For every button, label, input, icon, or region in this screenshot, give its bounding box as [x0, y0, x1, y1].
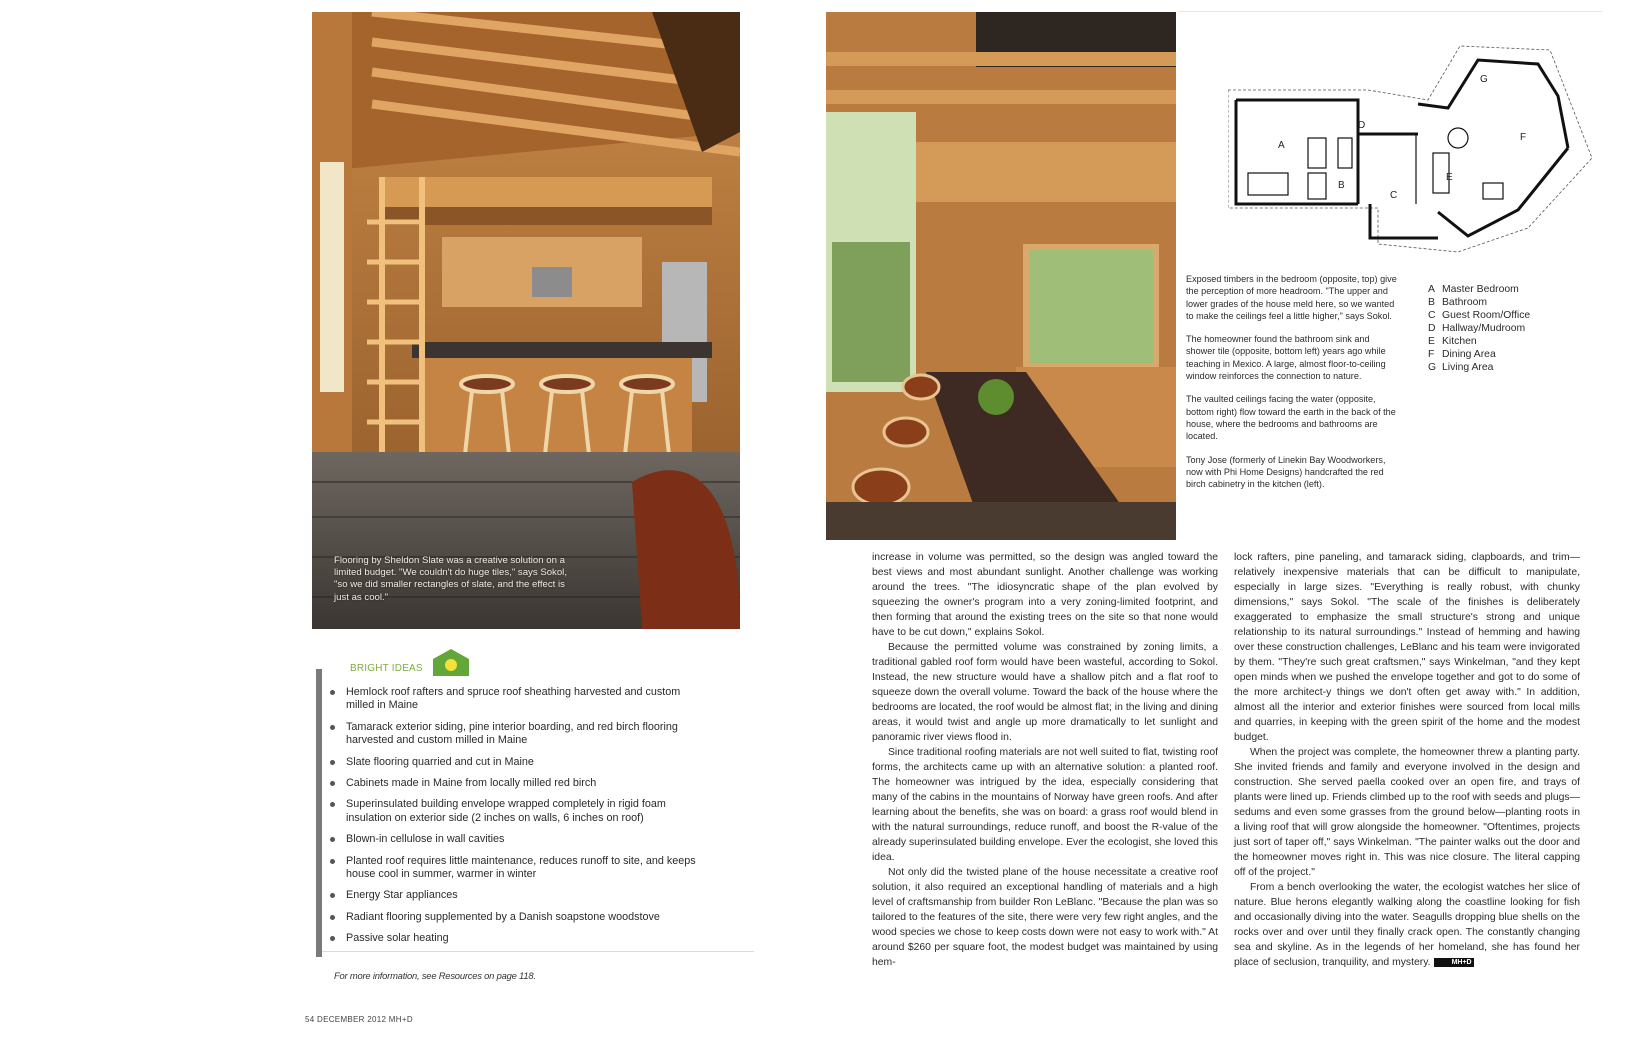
divider [1178, 11, 1602, 12]
article-paragraph: Because the permitted volume was constrained by zoning limits, a traditional gabled roof form would have been wasteful, according to Sokol. Instead, the new structure would have a shallow pitch and a flat roof to squeeze down the overall volume. Toward the back of the house where the bedrooms are located, the roof would be almost flat; in the living and dining areas, it would twist and angle up more dramatically to let sunlight and panoramic river views flood in. [872, 642, 1218, 743]
bright-ideas-list [330, 686, 710, 946]
bright-ideas-bar [316, 669, 322, 957]
page-folio: 54 DECEMBER 2012 MH+D [305, 1015, 413, 1024]
floorplan-label: G [1480, 74, 1488, 85]
list-item: Hemlock roof rafters and spruce roof sheathing harvested and custom milled in Maine [330, 686, 710, 713]
bright-ideas-title: BRIGHT IDEAS [350, 663, 423, 674]
kitchen-loft-photo [312, 12, 740, 629]
list-item: Radiant flooring supplemented by a Danish soapstone woodstove [330, 911, 710, 924]
legend-item: G Living Area [1428, 362, 1494, 373]
floorplan-label: D [1358, 120, 1366, 131]
floorplan-label: C [1390, 190, 1398, 201]
legend-item: A Master Bedroom [1428, 284, 1519, 295]
legend-item: C Guest Room/Office [1428, 310, 1531, 321]
kitchen-counter-photo [826, 12, 1176, 540]
photo-caption: Flooring by Sheldon Slate was a creative solution on a limited budget. "We couldn't do huge tiles," says Sokol, "so we did smaller rectangles of slate, and the effect is just as cool." [334, 555, 567, 603]
article-paragraph: Not only did the twisted plane of the house necessitate a creative roof solution, it also required an exceptional handling of materials and a high level of craftsmanship from builder Ron LeBlanc. "Because the plan was so tailored to the features of the site, there were very few right angles, and the wood species we chose to keep costs down were not easy to work with." At around $260 per square foot, the modest budget was maintained by using hem- [872, 867, 1218, 968]
caption-paragraph: Exposed timbers in the bedroom (opposite, top) give the perception of more headroom. "The upper and lower grades of the house meld here, so we wanted to make the ceilings feel a little higher," says Sokol. [1186, 274, 1397, 321]
divider [322, 951, 754, 952]
house-sun-icon [432, 648, 470, 676]
article-column-2 [1234, 550, 1580, 970]
side-captions [1186, 273, 1398, 501]
floorplan-legend [1428, 283, 1608, 374]
list-item: Passive solar heating [330, 932, 710, 945]
list-item: Tamarack exterior siding, pine interior boarding, and red birch flooring harvested and custom milled in Maine [330, 721, 710, 748]
legend-item: E Kitchen [1428, 336, 1477, 347]
article-paragraph: From a bench overlooking the water, the ecologist watches her slice of nature. Blue herons elegantly walking along the coastline looking for fish and occasionally diving into the water. Seagulls dropping blue shells on the rocks over and over until they finally crack open. The constantly changing sea and skyline. As in the legends of her homeland, she has found her place of seclusion, tranquility, and mystery. MH+D [1234, 882, 1580, 968]
article-paragraph: lock rafters, pine paneling, and tamarack siding, clapboards, and trim—relatively inexpensive materials that can be difficult to manipulate, especially in large sizes. "Everything is really robust, with chunky dimensions," says Sokol. "The scale of the finishes is deliberately exaggerated to emphasize the small structure's strong and unique relationship to its natural surroundings." Instead of hemming and hawing over these construction challenges, LeBlanc and his team were invigorated by them. "They're such great craftsmen," says Winkelman, "and they kept open minds when we pushed the envelope together and got to do some of the more architect-y things we don't often get away with." In addition, almost all the interior and exterior finishes were sourced from local mills and quarries, in keeping with the green spirit of the home and the modest budget. [1234, 552, 1580, 743]
legend-item: D Hallway/Mudroom [1428, 323, 1526, 334]
end-mark: MH+D [1434, 958, 1474, 967]
floorplan-label: F [1520, 132, 1527, 143]
legend-item: B Bathroom [1428, 297, 1488, 308]
floorplan-label: B [1338, 180, 1345, 191]
article-paragraph: increase in volume was permitted, so the design was angled toward the best views and most abundant sunlight. Another challenge was working around the trees. "The idiosyncratic shape of the plan evolved by squeezing the owner's program into a very zoning-limited footprint, and then forming that around the existing trees on the site so that none would have to be cut down," explains Sokol. [872, 552, 1218, 638]
article-column-1 [872, 550, 1218, 970]
floor-plan-diagram [1228, 38, 1592, 260]
article-paragraph: When the project was complete, the homeowner threw a planting party. She invited friends and family and everyone involved in the design and construction. She served paella cooked over an open fire, and trays of plants were lined up. Friends climbed up to the roof with seeds and plugs—sedums and even some grasses from the ground below—planting roots in a living roof that will grow alongside the homeowner. "Oftentimes, projects just sort of taper off," says Winkelman. "The painter walks out the door and the homeowner moves right in. This was nice closure. The literal capping off of the project." [1234, 747, 1580, 878]
list-item: Energy Star appliances [330, 889, 710, 902]
list-item: Planted roof requires little maintenance, reduces runoff to site, and keeps house cool in summer, warmer in winter [330, 855, 710, 882]
list-item: Cabinets made in Maine from locally milled red birch [330, 777, 710, 790]
caption-paragraph: The homeowner found the bathroom sink and shower tile (opposite, bottom left) years ago while teaching in Mexico. A large, almost floor-to-ceiling window reinforces the connection to nature. [1186, 334, 1386, 382]
list-item: Superinsulated building envelope wrapped completely in rigid foam insulation on exterior side (2 inches on walls, 6 inches on roof) [330, 798, 710, 825]
floorplan-label: A [1278, 140, 1285, 151]
floorplan-label: E [1446, 172, 1453, 183]
list-item: Blown-in cellulose in wall cavities [330, 833, 710, 846]
more-info-note: For more information, see Resources on page 118. [334, 970, 536, 981]
legend-item: F Dining Area [1428, 349, 1496, 360]
list-item: Slate flooring quarried and cut in Maine [330, 756, 710, 769]
article-paragraph: Since traditional roofing materials are not well suited to flat, twisting roof forms, the architects came up with an alternative solution: a planted roof. The homeowner was intrigued by the idea, especially considering that many of the cabins in the mountains of Norway have green roofs. And after learning about the benefits, she was on board: a grass roof would blend in with the natural surroundings, reduce runoff, and boost the R-value of the already superinsulated building envelope. Ever the ecologist, she loved this idea. [872, 747, 1218, 863]
caption-paragraph: The vaulted ceilings facing the water (opposite, bottom right) flow toward the earth in the back of the house, where the bedrooms and bathrooms are located. [1186, 394, 1396, 442]
caption-paragraph: Tony Jose (formerly of Linekin Bay Woodworkers, now with Phi Home Designs) handcrafted the red birch cabinetry in the kitchen (left). [1186, 454, 1386, 490]
